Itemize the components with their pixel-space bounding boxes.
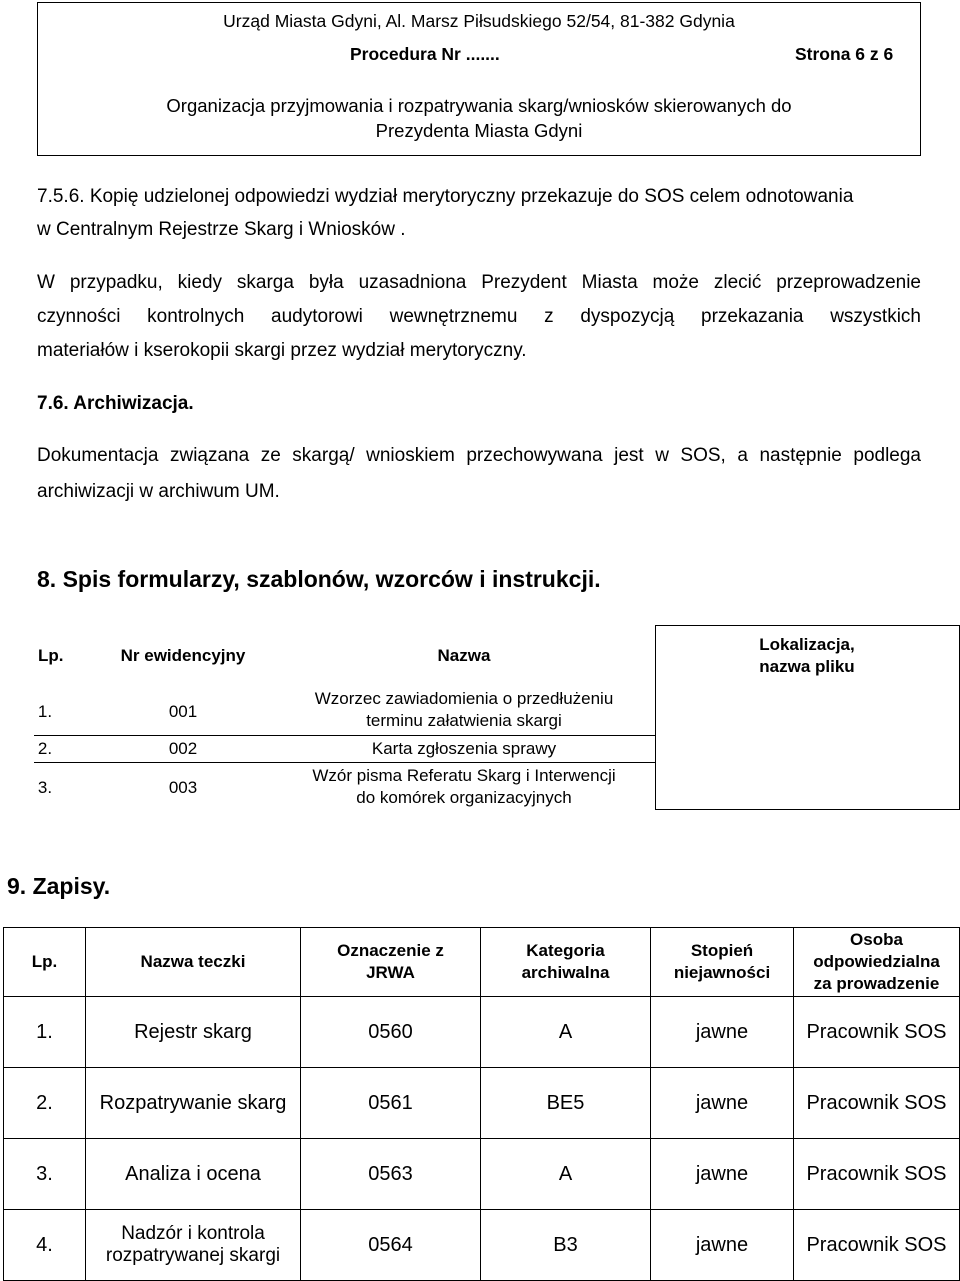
forms-row-3-nazwa-line-1: Wzór pisma Referatu Skarg i Interwencji [312,766,616,785]
records-header-kategoria-line-1: Kategoria [526,941,605,960]
forms-row-2-nazwa: Karta zgłoszenia sprawy [371,739,557,758]
forms-table-divider [34,735,655,736]
records-cell-kategoria: A [481,997,651,1068]
header-title [38,93,920,143]
records-header-row [4,928,960,997]
table-row [4,997,960,1068]
records-cell-osoba: Pracownik SOS [794,1139,960,1210]
records-cell-teczka-line-1: Nadzór i kontrola [121,1223,265,1244]
records-header-osoba-line-2: odpowiedzialna [813,952,940,971]
header-title-line-1: Organizacja przyjmowania i rozpatrywania skarg/wniosków skierowanych do [166,95,792,116]
forms-row-2-lp: 2. [37,739,53,758]
forms-header-lp: Lp. [38,646,64,665]
forms-row-2-nr: 002 [168,739,198,758]
audit-paragraph-line-2: czynności kontrolnych audytorowi wewnętrznemu z dyspozycją przekazania wszystkich [37,306,921,327]
section-7-5-6-line-1: 7.5.6. Kopię udzielonej odpowiedzi wydział merytoryczny przekazuje do SOS celem odnotowania [37,186,854,207]
forms-row-1-nazwa-line-2: terminu załatwienia skargi [366,711,562,730]
records-cell-teczka-line-2: rozpatrywanej skargi [105,1245,281,1266]
table-row [4,1210,960,1281]
records-cell-kategoria: BE5 [481,1068,651,1139]
records-header-jrwa-line-1: Oznaczenie z [337,941,444,960]
document-header [37,2,921,156]
forms-row-3-lp: 3. [37,778,53,797]
records-cell-teczka: Analiza i ocena [86,1139,301,1210]
section-7-6-line-1: Dokumentacja związana ze skargą/ wnioskiem przechowywana jest w SOS, a następnie podlega [37,445,921,466]
records-header-teczka: Nazwa teczki [86,928,301,997]
records-header-kategoria [481,928,651,997]
forms-row-1-nr: 001 [168,702,198,721]
header-title-line-2: Prezydenta Miasta Gdyni [375,120,583,141]
forms-row-1-nazwa [278,688,650,732]
records-cell-osoba: Pracownik SOS [794,1210,960,1281]
forms-row-3-nazwa-line-2: do komórek organizacyjnych [356,788,572,807]
records-cell-lp: 4. [4,1210,86,1281]
forms-row-3-nazwa [278,765,650,809]
records-cell-teczka [86,1210,301,1281]
page-number: Strona 6 z 6 [795,44,894,64]
records-cell-lp: 1. [4,997,86,1068]
table-row [4,1068,960,1139]
records-cell-stopien: jawne [651,1210,794,1281]
audit-paragraph-line-1: W przypadku, kiedy skarga była uzasadniona Prezydent Miasta może zlecić przeprowadzenie [37,272,921,293]
section-9-heading: 9. Zapisy. [7,873,111,899]
records-cell-kategoria: A [481,1139,651,1210]
forms-row-1-nazwa-line-1: Wzorzec zawiadomienia o przedłużeniu [314,689,614,708]
records-cell-lp: 3. [4,1139,86,1210]
records-header-kategoria-line-2: archiwalna [521,963,610,982]
forms-row-1-lp: 1. [37,702,53,721]
section-7-6-paragraph [37,438,921,510]
section-7-5-6 [37,180,921,246]
forms-row-3-nr: 003 [168,778,198,797]
records-cell-stopien: jawne [651,1139,794,1210]
records-header-osoba-line-1: Osoba [850,930,903,949]
records-header-osoba-line-3: za prowadzenie [813,974,940,993]
forms-table-divider [655,625,960,626]
forms-header-lokalizacja [656,634,958,678]
section-7-5-6-line-2: w Centralnym Rejestrze Skarg i Wniosków . [37,219,406,240]
records-header-lp: Lp. [4,928,86,997]
records-header-jrwa-line-2: JRWA [366,963,415,982]
records-cell-jrwa: 0561 [301,1068,481,1139]
audit-paragraph [37,266,921,368]
records-cell-lp: 2. [4,1068,86,1139]
forms-header-lokalizacja-line-2: nazwa pliku [759,657,855,676]
records-header-jrwa [301,928,481,997]
procedure-number: Procedura Nr ....... [350,44,500,64]
section-7-6-heading: 7.6. Archiwizacja. [37,393,194,414]
records-cell-osoba: Pracownik SOS [794,1068,960,1139]
records-cell-osoba: Pracownik SOS [794,997,960,1068]
forms-table-divider [34,762,655,763]
records-cell-jrwa: 0564 [301,1210,481,1281]
forms-table-divider [655,809,960,810]
forms-header-lokalizacja-line-1: Lokalizacja, [759,635,855,654]
audit-paragraph-line-3: materiałów i kserokopii skargi przez wydział merytoryczny. [37,340,527,361]
table-row [4,1139,960,1210]
header-address: Urząd Miasta Gdyni, Al. Marsz Piłsudskiego 52/54, 81-382 Gdynia [223,11,735,31]
forms-header-nr: Nr ewidencyjny [120,646,246,665]
records-header-stopien [651,928,794,997]
records-cell-kategoria: B3 [481,1210,651,1281]
records-cell-stopien: jawne [651,997,794,1068]
records-cell-jrwa: 0563 [301,1139,481,1210]
records-header-stopien-line-2: niejawności [673,963,771,982]
records-header-stopien-line-1: Stopień [690,941,754,960]
section-7-6-line-2: archiwizacji w archiwum UM. [37,481,280,502]
records-header-osoba [794,928,960,997]
section-8-heading: 8. Spis formularzy, szablonów, wzorców i instrukcji. [37,566,601,592]
records-table [3,927,960,1281]
records-cell-jrwa: 0560 [301,997,481,1068]
forms-table-divider [655,625,656,810]
records-cell-teczka: Rozpatrywanie skarg [86,1068,301,1139]
records-cell-teczka: Rejestr skarg [86,997,301,1068]
forms-header-nazwa: Nazwa [437,646,491,665]
records-cell-stopien: jawne [651,1068,794,1139]
